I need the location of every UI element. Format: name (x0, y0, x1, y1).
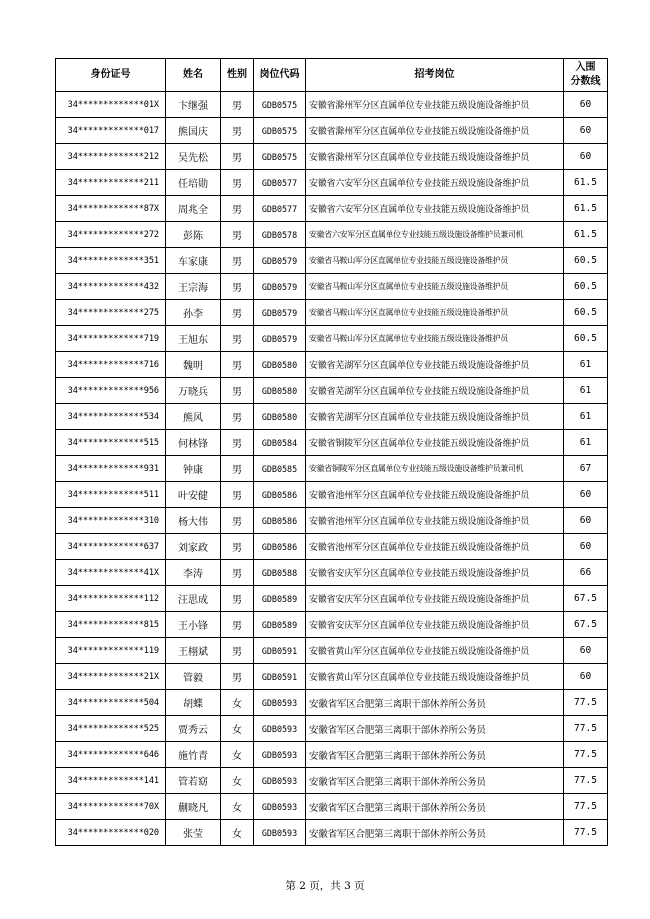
cell-sex: 男 (221, 118, 254, 144)
cell-code: GDB0591 (254, 638, 306, 664)
header-code: 岗位代码 (254, 59, 306, 92)
cell-sex: 男 (221, 482, 254, 508)
cell-score: 61.5 (564, 170, 608, 196)
cell-code: GDB0589 (254, 586, 306, 612)
cell-name: 卞继强 (166, 92, 221, 118)
cell-id: 34*************41X (56, 560, 166, 586)
cell-score: 60 (564, 508, 608, 534)
cell-id: 34*************815 (56, 612, 166, 638)
cell-sex: 女 (221, 768, 254, 794)
cell-name: 管毅 (166, 664, 221, 690)
cell-id: 34*************351 (56, 248, 166, 274)
cell-score: 77.5 (564, 768, 608, 794)
cell-code: GDB0578 (254, 222, 306, 248)
cell-id: 34*************719 (56, 326, 166, 352)
cell-post: 安徽省芜湖军分区直属单位专业技能五级设施设备维护员 (306, 352, 564, 378)
cell-id: 34*************21X (56, 664, 166, 690)
cell-score: 67.5 (564, 586, 608, 612)
cell-name: 周兆全 (166, 196, 221, 222)
table-row (56, 274, 608, 300)
cell-id: 34*************534 (56, 404, 166, 430)
cell-post: 安徽省黄山军分区直属单位专业技能五级设施设备维护员 (306, 664, 564, 690)
cell-name: 任培勋 (166, 170, 221, 196)
cell-id: 34*************275 (56, 300, 166, 326)
cell-score: 77.5 (564, 690, 608, 716)
cell-name: 何林锋 (166, 430, 221, 456)
table-row (56, 768, 608, 794)
table-row (56, 352, 608, 378)
cell-post: 安徽省池州军分区直属单位专业技能五级设施设备维护员 (306, 508, 564, 534)
cell-score: 61.5 (564, 196, 608, 222)
cell-sex: 男 (221, 612, 254, 638)
cell-score: 60 (564, 118, 608, 144)
cell-id: 34*************70X (56, 794, 166, 820)
cell-sex: 男 (221, 222, 254, 248)
cell-score: 60 (564, 664, 608, 690)
cell-name: 王小锋 (166, 612, 221, 638)
cell-id: 34*************212 (56, 144, 166, 170)
cell-code: GDB0593 (254, 768, 306, 794)
cell-code: GDB0575 (254, 144, 306, 170)
cell-id: 34*************87X (56, 196, 166, 222)
cell-post: 安徽省安庆军分区直属单位专业技能五级设施设备维护员 (306, 560, 564, 586)
cell-name: 张莹 (166, 820, 221, 846)
table-body (56, 92, 608, 846)
cell-post: 安徽省滁州军分区直属单位专业技能五级设施设备维护员 (306, 92, 564, 118)
table-row (56, 820, 608, 846)
cell-sex: 男 (221, 196, 254, 222)
cell-post: 安徽省铜陵军分区直属单位专业技能五级设施设备维护员兼司机 (306, 456, 564, 482)
cell-name: 钟康 (166, 456, 221, 482)
cell-id: 34*************515 (56, 430, 166, 456)
cell-sex: 女 (221, 716, 254, 742)
candidate-table (55, 58, 608, 846)
table-row (56, 196, 608, 222)
header-score (564, 59, 608, 92)
table-row (56, 248, 608, 274)
cell-id: 34*************432 (56, 274, 166, 300)
table-row (56, 300, 608, 326)
cell-name: 王旭东 (166, 326, 221, 352)
cell-score: 60 (564, 638, 608, 664)
table-row (56, 222, 608, 248)
cell-score: 67 (564, 456, 608, 482)
cell-sex: 女 (221, 820, 254, 846)
cell-sex: 男 (221, 534, 254, 560)
cell-name: 孙李 (166, 300, 221, 326)
cell-name: 吴先松 (166, 144, 221, 170)
header-row (56, 59, 608, 92)
cell-name: 蒯晓凡 (166, 794, 221, 820)
cell-code: GDB0577 (254, 196, 306, 222)
cell-score: 61.5 (564, 222, 608, 248)
table-row (56, 638, 608, 664)
table-row (56, 456, 608, 482)
cell-id: 34*************646 (56, 742, 166, 768)
cell-score: 60.5 (564, 248, 608, 274)
cell-id: 34*************119 (56, 638, 166, 664)
table-header (56, 59, 608, 92)
cell-name: 李涛 (166, 560, 221, 586)
cell-code: GDB0584 (254, 430, 306, 456)
cell-code: GDB0588 (254, 560, 306, 586)
cell-name: 杨大伟 (166, 508, 221, 534)
cell-post: 安徽省安庆军分区直属单位专业技能五级设施设备维护员 (306, 586, 564, 612)
table-row (56, 144, 608, 170)
cell-post: 安徽省马鞍山军分区直属单位专业技能五级设施设备维护员 (306, 274, 564, 300)
cell-sex: 男 (221, 664, 254, 690)
cell-score: 66 (564, 560, 608, 586)
cell-name: 刘家政 (166, 534, 221, 560)
cell-score: 77.5 (564, 742, 608, 768)
header-score-line2: 分数线 (570, 76, 601, 87)
cell-name: 胡蝶 (166, 690, 221, 716)
cell-score: 77.5 (564, 794, 608, 820)
cell-sex: 女 (221, 794, 254, 820)
cell-id: 34*************504 (56, 690, 166, 716)
cell-code: GDB0585 (254, 456, 306, 482)
cell-id: 34*************272 (56, 222, 166, 248)
cell-id: 34*************716 (56, 352, 166, 378)
cell-id: 34*************931 (56, 456, 166, 482)
cell-post: 安徽省军区合肥第三离职干部休养所公务员 (306, 716, 564, 742)
cell-score: 61 (564, 430, 608, 456)
cell-post: 安徽省黄山军分区直属单位专业技能五级设施设备维护员 (306, 638, 564, 664)
cell-post: 安徽省军区合肥第三离职干部休养所公务员 (306, 768, 564, 794)
cell-score: 61 (564, 404, 608, 430)
cell-post: 安徽省六安军分区直属单位专业技能五级设施设备维护员 (306, 196, 564, 222)
cell-post: 安徽省军区合肥第三离职干部休养所公务员 (306, 820, 564, 846)
cell-score: 77.5 (564, 820, 608, 846)
cell-code: GDB0589 (254, 612, 306, 638)
cell-code: GDB0593 (254, 794, 306, 820)
cell-sex: 女 (221, 742, 254, 768)
table-row (56, 508, 608, 534)
header-name: 姓名 (166, 59, 221, 92)
cell-id: 34*************511 (56, 482, 166, 508)
cell-sex: 男 (221, 508, 254, 534)
cell-name: 魏明 (166, 352, 221, 378)
cell-name: 管若窈 (166, 768, 221, 794)
cell-sex: 男 (221, 352, 254, 378)
cell-code: GDB0579 (254, 300, 306, 326)
cell-name: 王栩斌 (166, 638, 221, 664)
cell-post: 安徽省马鞍山军分区直属单位专业技能五级设施设备维护员 (306, 326, 564, 352)
cell-sex: 男 (221, 430, 254, 456)
cell-id: 34*************310 (56, 508, 166, 534)
document-sheet (55, 58, 607, 846)
cell-score: 60 (564, 92, 608, 118)
table-row (56, 170, 608, 196)
cell-post: 安徽省池州军分区直属单位专业技能五级设施设备维护员 (306, 482, 564, 508)
header-post: 招考岗位 (306, 59, 564, 92)
page-number: 第 2 页，共 3 页 (285, 880, 365, 892)
cell-id: 34*************112 (56, 586, 166, 612)
table-row (56, 118, 608, 144)
cell-code: GDB0580 (254, 352, 306, 378)
cell-sex: 男 (221, 326, 254, 352)
table-row (56, 794, 608, 820)
cell-sex: 男 (221, 300, 254, 326)
cell-post: 安徽省滁州军分区直属单位专业技能五级设施设备维护员 (306, 118, 564, 144)
cell-post: 安徽省马鞍山军分区直属单位专业技能五级设施设备维护员 (306, 248, 564, 274)
cell-score: 60.5 (564, 300, 608, 326)
cell-code: GDB0580 (254, 378, 306, 404)
cell-sex: 男 (221, 586, 254, 612)
cell-score: 77.5 (564, 716, 608, 742)
cell-code: GDB0586 (254, 482, 306, 508)
cell-score: 61 (564, 352, 608, 378)
cell-name: 熊风 (166, 404, 221, 430)
cell-sex: 女 (221, 690, 254, 716)
page-footer (0, 878, 650, 893)
cell-sex: 男 (221, 274, 254, 300)
table-row (56, 430, 608, 456)
cell-id: 34*************017 (56, 118, 166, 144)
header-sex: 性别 (221, 59, 254, 92)
cell-name: 万晓兵 (166, 378, 221, 404)
cell-code: GDB0579 (254, 326, 306, 352)
cell-score: 67.5 (564, 612, 608, 638)
cell-code: GDB0593 (254, 690, 306, 716)
cell-sex: 男 (221, 560, 254, 586)
cell-id: 34*************211 (56, 170, 166, 196)
cell-sex: 男 (221, 170, 254, 196)
cell-code: GDB0579 (254, 274, 306, 300)
cell-post: 安徽省军区合肥第三离职干部休养所公务员 (306, 742, 564, 768)
cell-name: 熊国庆 (166, 118, 221, 144)
table-row (56, 534, 608, 560)
cell-score: 60.5 (564, 326, 608, 352)
cell-name: 车家康 (166, 248, 221, 274)
cell-name: 王宗海 (166, 274, 221, 300)
cell-name: 施竹青 (166, 742, 221, 768)
cell-sex: 男 (221, 638, 254, 664)
cell-post: 安徽省军区合肥第三离职干部休养所公务员 (306, 690, 564, 716)
cell-code: GDB0579 (254, 248, 306, 274)
header-id: 身份证号 (56, 59, 166, 92)
cell-sex: 男 (221, 456, 254, 482)
table-row (56, 92, 608, 118)
cell-code: GDB0575 (254, 118, 306, 144)
cell-code: GDB0580 (254, 404, 306, 430)
cell-sex: 男 (221, 248, 254, 274)
cell-post: 安徽省军区合肥第三离职干部休养所公务员 (306, 794, 564, 820)
cell-post: 安徽省安庆军分区直属单位专业技能五级设施设备维护员 (306, 612, 564, 638)
cell-name: 彭陈 (166, 222, 221, 248)
table-row (56, 664, 608, 690)
cell-post: 安徽省马鞍山军分区直属单位专业技能五级设施设备维护员 (306, 300, 564, 326)
cell-id: 34*************637 (56, 534, 166, 560)
table-row (56, 404, 608, 430)
cell-code: GDB0575 (254, 92, 306, 118)
table-row (56, 586, 608, 612)
cell-sex: 男 (221, 378, 254, 404)
cell-post: 安徽省六安军分区直属单位专业技能五级设施设备维护员兼司机 (306, 222, 564, 248)
header-score-line1: 入围 (575, 62, 596, 73)
table-row (56, 716, 608, 742)
cell-code: GDB0586 (254, 508, 306, 534)
cell-code: GDB0586 (254, 534, 306, 560)
table-row (56, 378, 608, 404)
cell-post: 安徽省铜陵军分区直属单位专业技能五级设施设备维护员 (306, 430, 564, 456)
cell-sex: 男 (221, 404, 254, 430)
cell-name: 贾秀云 (166, 716, 221, 742)
table-row (56, 742, 608, 768)
cell-code: GDB0591 (254, 664, 306, 690)
table-row (56, 612, 608, 638)
cell-id: 34*************01X (56, 92, 166, 118)
cell-code: GDB0593 (254, 820, 306, 846)
cell-post: 安徽省芜湖军分区直属单位专业技能五级设施设备维护员 (306, 404, 564, 430)
cell-name: 叶安健 (166, 482, 221, 508)
cell-score: 60 (564, 144, 608, 170)
cell-post: 安徽省六安军分区直属单位专业技能五级设施设备维护员 (306, 170, 564, 196)
cell-post: 安徽省池州军分区直属单位专业技能五级设施设备维护员 (306, 534, 564, 560)
table-row (56, 560, 608, 586)
cell-code: GDB0593 (254, 742, 306, 768)
cell-post: 安徽省芜湖军分区直属单位专业技能五级设施设备维护员 (306, 378, 564, 404)
cell-sex: 男 (221, 144, 254, 170)
cell-post: 安徽省滁州军分区直属单位专业技能五级设施设备维护员 (306, 144, 564, 170)
cell-code: GDB0593 (254, 716, 306, 742)
cell-score: 60 (564, 534, 608, 560)
table-row (56, 690, 608, 716)
cell-id: 34*************020 (56, 820, 166, 846)
cell-sex: 男 (221, 92, 254, 118)
cell-id: 34*************956 (56, 378, 166, 404)
cell-score: 60 (564, 482, 608, 508)
table-row (56, 482, 608, 508)
cell-score: 61 (564, 378, 608, 404)
cell-code: GDB0577 (254, 170, 306, 196)
cell-id: 34*************141 (56, 768, 166, 794)
cell-score: 60.5 (564, 274, 608, 300)
cell-name: 汪思成 (166, 586, 221, 612)
cell-id: 34*************525 (56, 716, 166, 742)
table-row (56, 326, 608, 352)
